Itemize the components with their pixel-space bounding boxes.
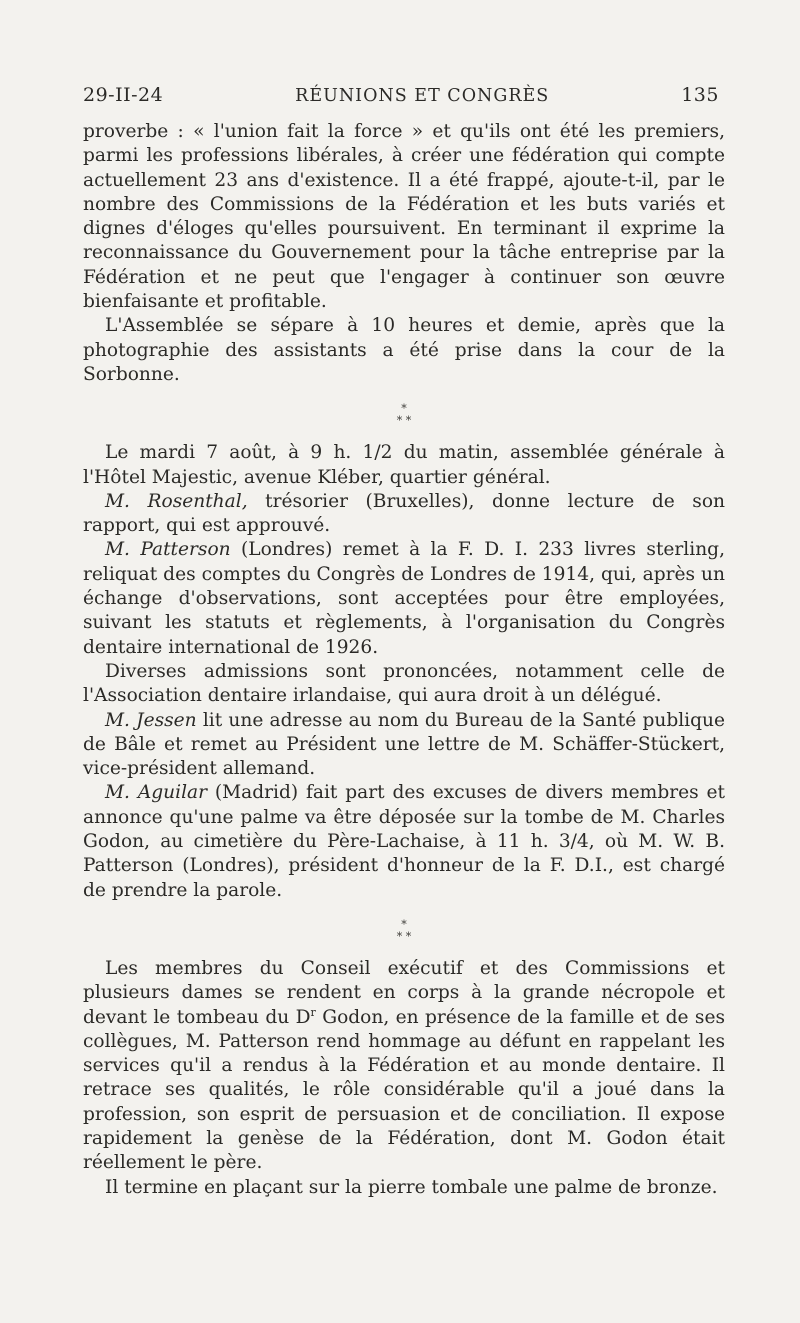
- ornament-top-star: *: [401, 917, 407, 931]
- page-number: 135: [681, 84, 719, 106]
- running-header: [83, 84, 725, 106]
- paragraph-text: trésorier (Bruxelles), donne lecture de son rapport, qui est approuvé.: [83, 490, 725, 537]
- header-date: 29-II-24: [83, 84, 164, 106]
- paragraph-5: [83, 538, 725, 659]
- speaker-name: M. Rosenthal,: [105, 490, 248, 512]
- ornament-top-star: *: [401, 402, 407, 416]
- paragraph-8: [83, 781, 725, 902]
- section-ornament-1: [83, 403, 725, 427]
- paragraph-text: Godon, en présence de la famille et de ses collègues, M. Patterson rend hommage au défunt en rappelant les services qu'il a rendus à la Fédération et au monde dentaire. Il retrace ses qualités, le rôle considérable qu'il a joué dans la profession, son esprit de persuasion et de conciliation. Il expose rapidement la genèse de la Fédération, dont M. Godon était réellement le père.: [83, 1006, 725, 1174]
- paragraph-text: (Londres) remet à la F. D. I. 233 livres sterling, reliquat des comptes du Congrès de Londres de 1914, qui, après un échange d'observations, sont acceptées pour être employées, suivant les statuts et règlements, à l'organisation du Congrès dentaire international de 1926.: [83, 539, 725, 658]
- speaker-name: M. Aguilar: [105, 782, 207, 804]
- section-ornament-2: [83, 919, 725, 943]
- paragraph-4: [83, 490, 725, 539]
- paragraph-2: L'Assemblée se sépare à 10 heures et demie, après que la photographie des assistants a été prise dans la cour de la Sorbonne.: [83, 315, 725, 385]
- paragraph-9: [83, 957, 725, 1176]
- paragraph-text: lit une adresse au nom du Bureau de la Santé publique de Bâle et remet au Président une lettre de M. Schäffer-Stückert, vice-président allemand.: [83, 709, 725, 780]
- paragraph-10: Il termine en plaçant sur la pierre tombale une palme de bronze.: [105, 1176, 718, 1198]
- running-title: RÉUNIONS ET CONGRÈS: [295, 86, 550, 106]
- paragraph-text: (Madrid) fait part des excuses de divers membres et annonce qu'une palme va être déposée sur la tombe de M. Charles Godon, au cimetière du Père-Lachaise, à 11 h. 3/4, où M. W. B. Patterson (Londres), président d'honneur de la F. D.I., est chargé de prendre la parole.: [83, 782, 725, 901]
- paragraph-7: [83, 709, 725, 782]
- speaker-name: M. Jessen: [105, 709, 197, 731]
- paragraph-6: Diverses admissions sont prononcées, notamment celle de l'Association dentaire irlandaise, qui aura droit à un délégué.: [83, 660, 725, 707]
- superscript: r: [310, 1005, 316, 1019]
- speaker-name: M. Patterson: [105, 539, 231, 561]
- paragraph-3: Le mardi 7 août, à 9 h. 1/2 du matin, assemblée générale à l'Hôtel Majestic, avenue Kléber, quartier général.: [83, 442, 725, 488]
- ornament-bottom-stars: * *: [396, 414, 412, 428]
- ornament-bottom-stars: * *: [396, 929, 412, 943]
- paragraph-1: proverbe : « l'union fait la force » et qu'ils ont été les premiers, parmi les professions libérales, à créer une fédération qui compte actuellement 23 ans d'existence. Il a été frappé, ajoute-t-il, par le nombre des Commissions de la Fédération et les buts variés et dignes d'éloges qu'elles poursuivent. En terminant il exprime la reconnaissance du Gouvernement pour la tâche entreprise par la Fédération et ne peut que l'engager à continuer son œuvre bienfaisante et profitable.: [83, 121, 725, 313]
- paragraph-text: Les membres du Conseil exécutif et des Commissions et plusieurs dames se rendent en corps à la grande nécropole et devant le tombeau du D: [83, 957, 725, 1028]
